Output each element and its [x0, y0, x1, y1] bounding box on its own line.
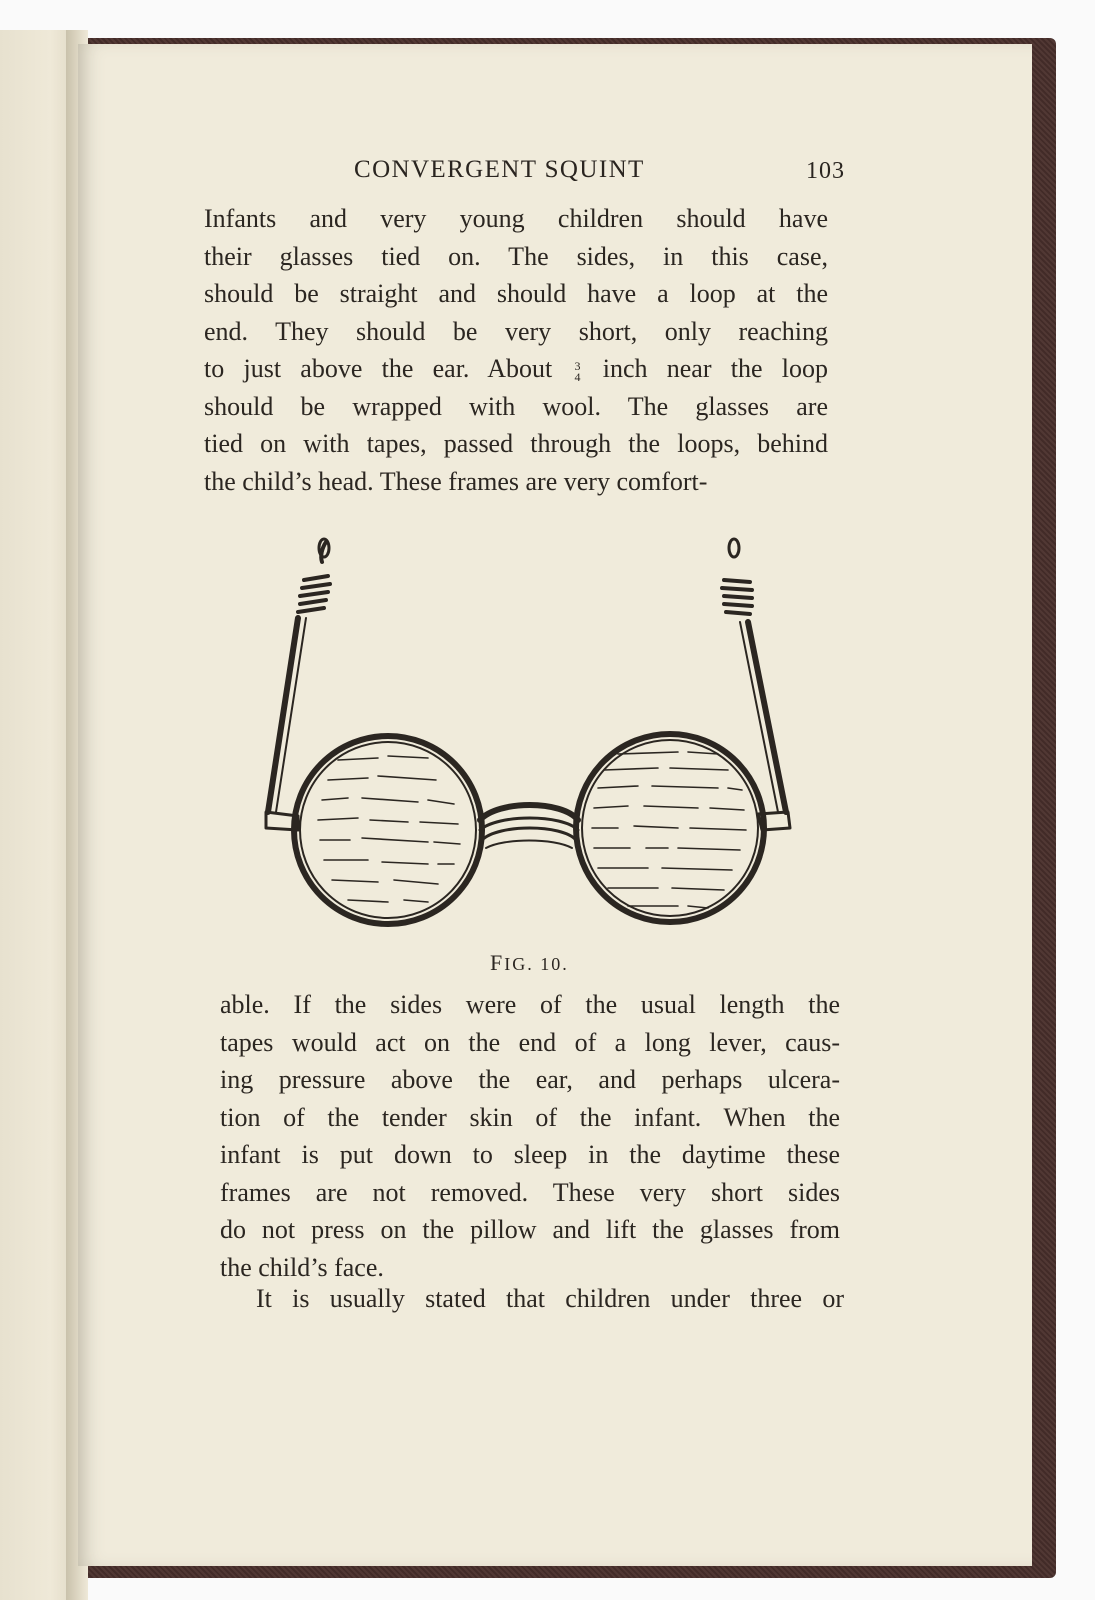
fraction [575, 361, 581, 383]
text-line: the child’s face. [220, 1252, 384, 1282]
text-line: tapes would act on the end of a long lever, caus- [220, 1027, 840, 1057]
text-line: the child’s head. These frames are very comfort- [204, 466, 708, 496]
running-header [354, 156, 854, 192]
text-line: Infants and very young children should have [204, 204, 828, 233]
figure-caption [490, 950, 569, 976]
text-line: end. They should be very short, only reaching [204, 316, 828, 346]
page-number: 103 [806, 158, 845, 184]
text-line: should be wrapped with wool. The glasses are [204, 391, 828, 421]
text-line: do not press on the pillow and lift the glasses from [220, 1215, 840, 1244]
fraction-denominator: 4 [574, 370, 581, 384]
text-line-prefix: to just above the ear. About [204, 354, 553, 383]
text-line: frames are not removed. These very short sides [220, 1177, 840, 1207]
text-line: tied on with tapes, passed through the loops, behind [204, 429, 828, 458]
paragraph-2 [220, 986, 840, 1286]
text-line: It is usually stated that children under three or [256, 1284, 844, 1313]
text-line: able. If the sides were of the usual length the [220, 990, 840, 1019]
text-line: tion of the tender skin of the infant. When the [220, 1102, 840, 1132]
paragraph-1 [204, 200, 828, 500]
running-head-title: CONVERGENT SQUINT [354, 156, 645, 183]
text-line: ing pressure above the ear, and perhaps ulcera- [220, 1065, 840, 1094]
paragraph-3 [220, 1280, 844, 1318]
text-line: infant is put down to sleep in the daytime these [220, 1140, 840, 1169]
spectacles-illustration [258, 530, 818, 950]
text-line: their glasses tied on. The sides, in this case, [204, 241, 828, 271]
fraction-numerator: 3 [574, 359, 581, 373]
caption-rest: IG. 10. [504, 954, 569, 974]
caption-initial: F [490, 950, 505, 975]
text-line-suffix: inch near the loop [602, 354, 828, 383]
text-line-with-fraction [204, 350, 828, 388]
text-line: should be straight and should have a loop at the [204, 279, 828, 308]
